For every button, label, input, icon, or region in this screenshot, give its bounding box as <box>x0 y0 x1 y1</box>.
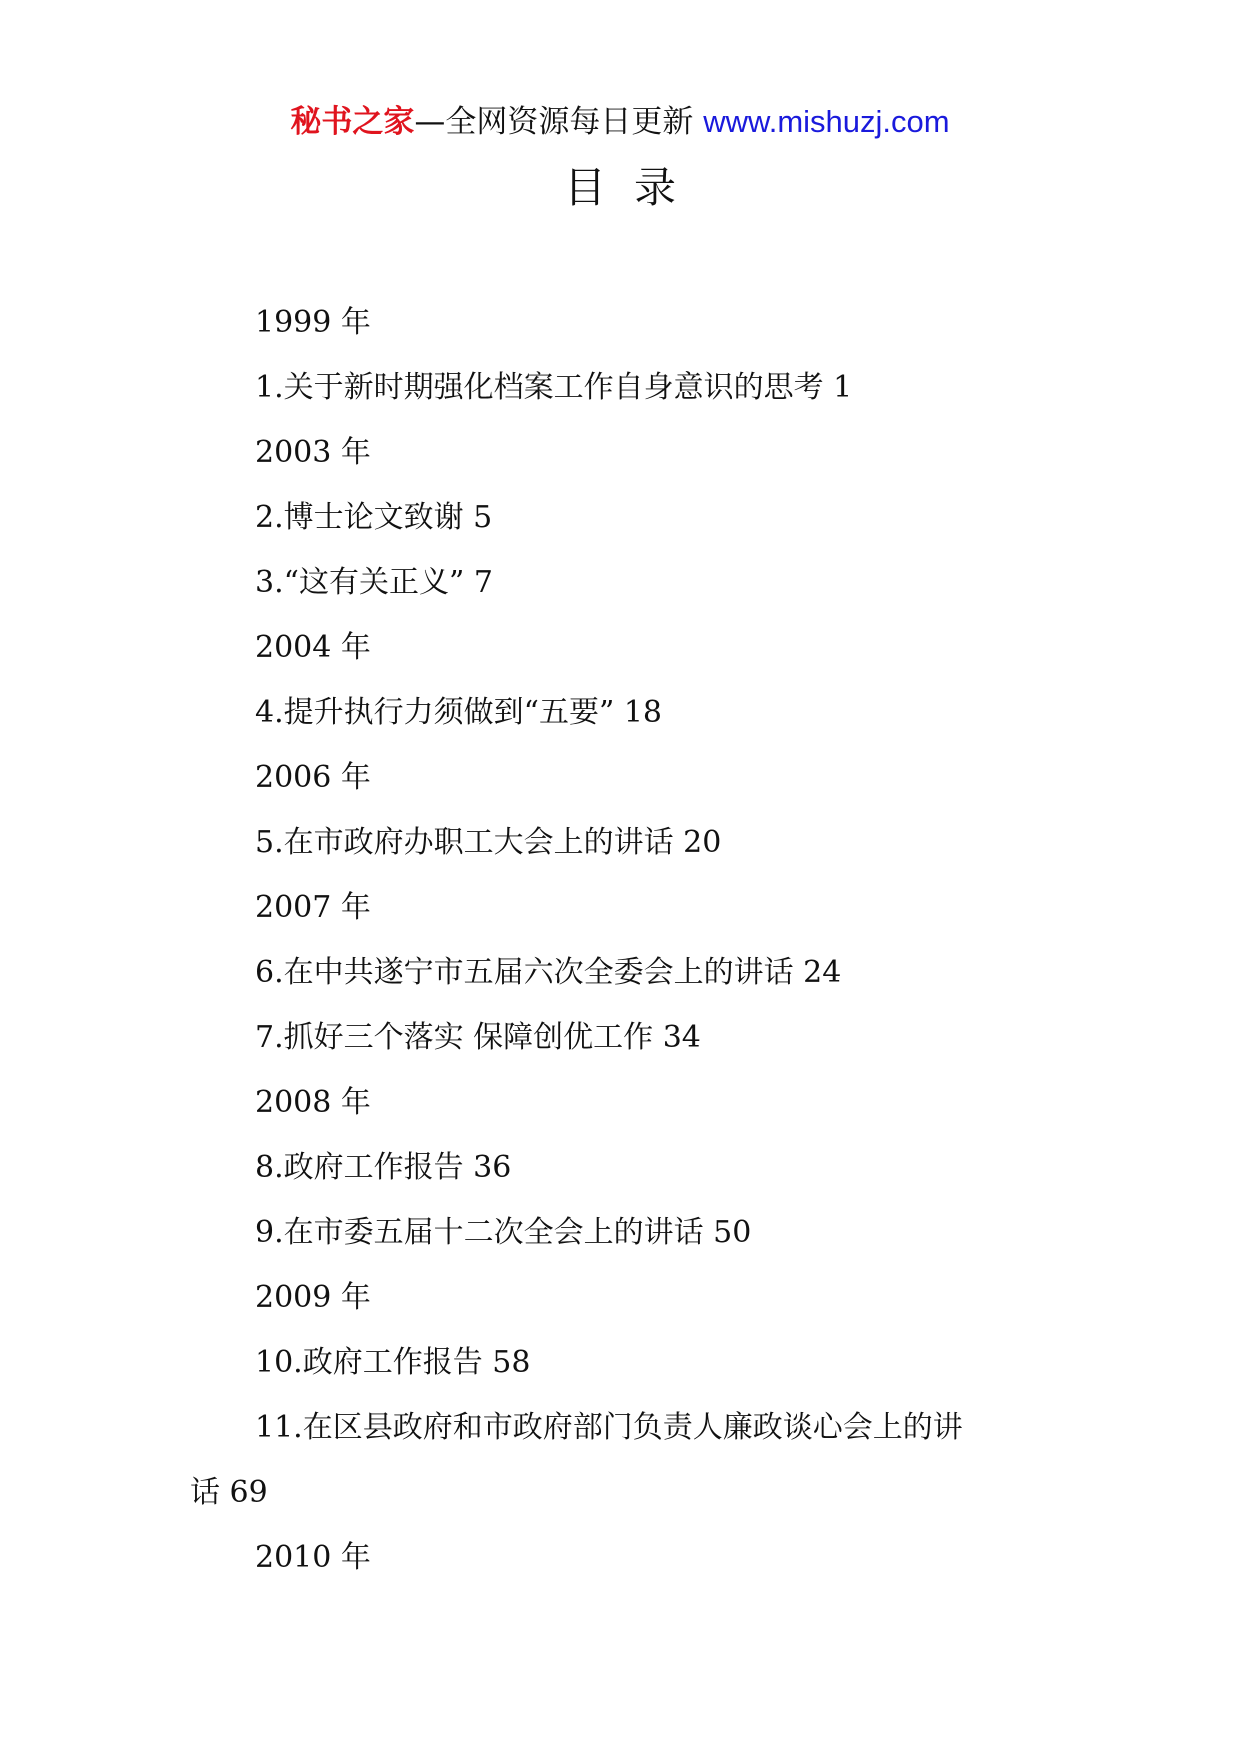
toc-entry[interactable]: 11.在区县政府和市政府部门负责人廉政谈心会上的讲 话 69 <box>190 1410 963 1510</box>
toc-year-heading: 2004 年 <box>255 630 371 665</box>
page-title: 目录 <box>563 163 704 212</box>
site-header <box>0 102 1240 142</box>
toc-year-heading: 2007 年 <box>255 890 371 925</box>
toc-year-heading: 2006 年 <box>255 760 371 795</box>
toc-entry[interactable]: 6.在中共遂宁市五届六次全委会上的讲话 24 <box>255 955 842 990</box>
brand-name: 秘书之家 <box>290 104 415 140</box>
table-of-contents <box>190 290 1070 1590</box>
toc-year-heading: 1999 年 <box>255 305 371 340</box>
toc-entry[interactable]: 1.关于新时期强化档案工作自身意识的思考 1 <box>255 370 853 405</box>
toc-year-heading: 2003 年 <box>255 435 371 470</box>
toc-entry[interactable]: 3.“这有关正义” 7 <box>255 565 493 600</box>
site-url-link[interactable]: www.mishuzj.com <box>703 104 950 139</box>
toc-entry[interactable]: 2.博士论文致谢 5 <box>255 500 493 535</box>
toc-year-heading: 2009 年 <box>255 1280 371 1315</box>
toc-entry[interactable]: 9.在市委五届十二次全会上的讲话 50 <box>255 1215 752 1250</box>
toc-entry[interactable]: 7.抓好三个落实 保障创优工作 34 <box>255 1020 701 1055</box>
toc-year-heading: 2008 年 <box>255 1085 371 1120</box>
toc-entry[interactable]: 5.在市政府办职工大会上的讲话 20 <box>255 825 722 860</box>
header-tagline: —全网资源每日更新 <box>414 104 704 140</box>
toc-entry[interactable]: 10.政府工作报告 58 <box>255 1345 531 1380</box>
toc-entry[interactable]: 8.政府工作报告 36 <box>255 1150 512 1185</box>
toc-year-heading: 2010 年 <box>255 1540 371 1575</box>
toc-entry[interactable]: 4.提升执行力须做到“五要” 18 <box>255 695 663 730</box>
